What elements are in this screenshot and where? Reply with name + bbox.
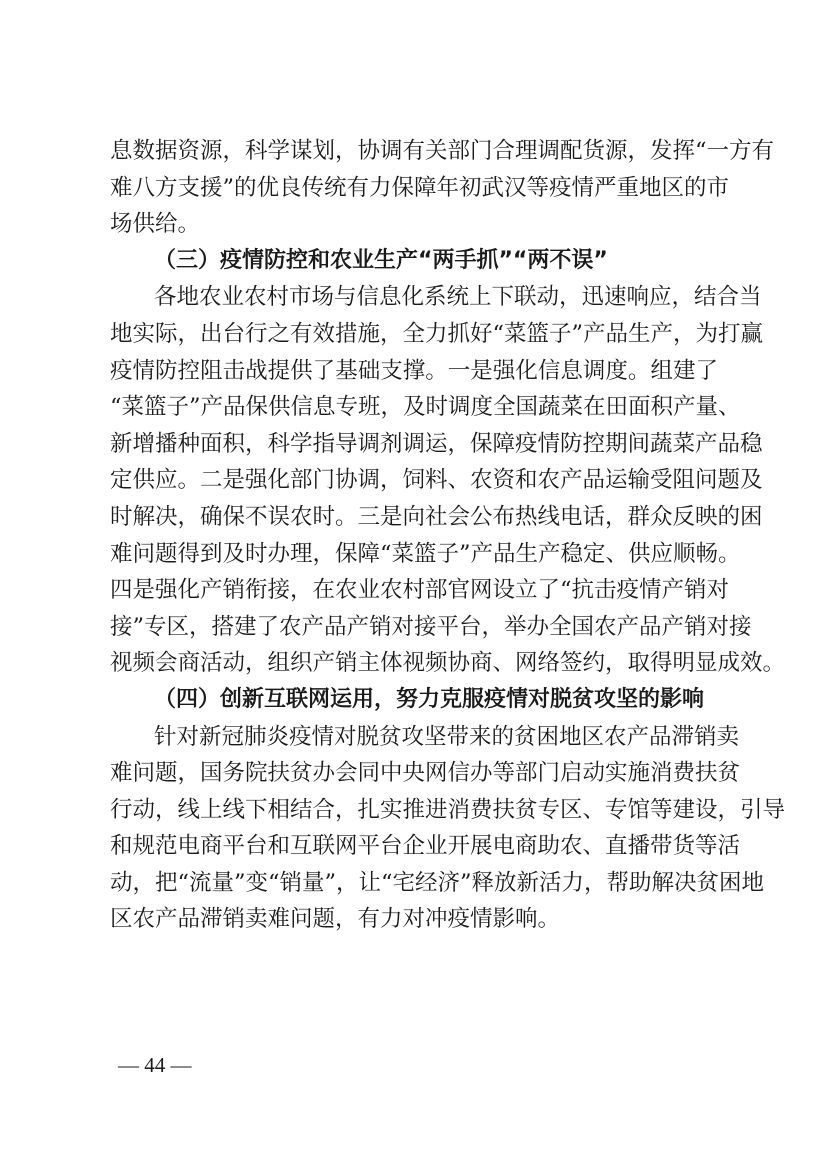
text-line: 四是强化产销衔接，在农业农村部官网设立了“抗击疫情产销对 — [110, 577, 730, 604]
page-number: — 44 — — [118, 1053, 192, 1077]
text-line: 各地农业农村市场与信息化系统上下联动，迅速响应，结合当 — [154, 284, 762, 311]
text-line: 和规范电商平台和互联网平台企业开展电商助农、直播带货等活 — [110, 833, 741, 860]
text-line: 视频会商活动，组织产销主体视频协商、网络签约，取得明显成效。 — [110, 650, 786, 677]
text-line: 地实际，出台行之有效措施，全力抓好“菜篮子”产品生产，为打赢 — [110, 320, 764, 347]
text-line: 难问题得到及时办理，保障“菜篮子”产品生产稳定、供应顺畅。 — [110, 540, 741, 567]
text-line: 行动，线上线下相结合，扎实推进消费扶贫专区、专馆等建设，引导 — [110, 796, 786, 823]
section-heading-3: （三）疫情防控和农业生产“两手抓”“两不误” — [154, 247, 608, 273]
text-line: 场供给。 — [110, 211, 201, 238]
text-line: 区农产品滞销卖难问题，有力对冲疫情影响。 — [110, 906, 561, 933]
section-heading-4: （四）创新互联网运用，努力克服疫情对脱贫攻坚的影响 — [154, 686, 705, 712]
text-line: 接”专区，搭建了农产品产销对接平台，举办全国农产品产销对接 — [110, 613, 752, 640]
text-line: 定供应。二是强化部门协调，饲料、农资和农产品运输受阻问题及 — [110, 467, 763, 494]
text-line: 新增播种面积，科学指导调剂调运，保障疫情防控期间蔬菜产品稳 — [110, 430, 763, 457]
text-line: “菜篮子”产品保供信息专班，及时调度全国蔬菜在田面积产量、 — [110, 394, 741, 421]
text-line: 时解决，确保不误农时。三是向社会公布热线电话，群众反映的困 — [110, 503, 763, 530]
text-line: 难问题，国务院扶贫办会同中央网信办等部门启动实施消费扶贫 — [110, 760, 741, 787]
body-text — [110, 133, 786, 938]
text-line: 疫情防控阻击战提供了基础支撑。一是强化信息调度。组建了 — [110, 357, 718, 384]
text-line: 动，把“流量”变“销量”，让“宅经济”释放新活力，帮助解决贫困地 — [110, 869, 765, 896]
text-line: 针对新冠肺炎疫情对脱贫攻坚带来的贫困地区农产品滞销卖 — [154, 723, 740, 750]
text-line: 息数据资源，科学谋划，协调有关部门合理调配货源，发挥“一方有 — [110, 138, 775, 164]
text-line: 难八方支援”的优良传统有力保障年初武汉等疫情严重地区的市 — [110, 174, 730, 201]
